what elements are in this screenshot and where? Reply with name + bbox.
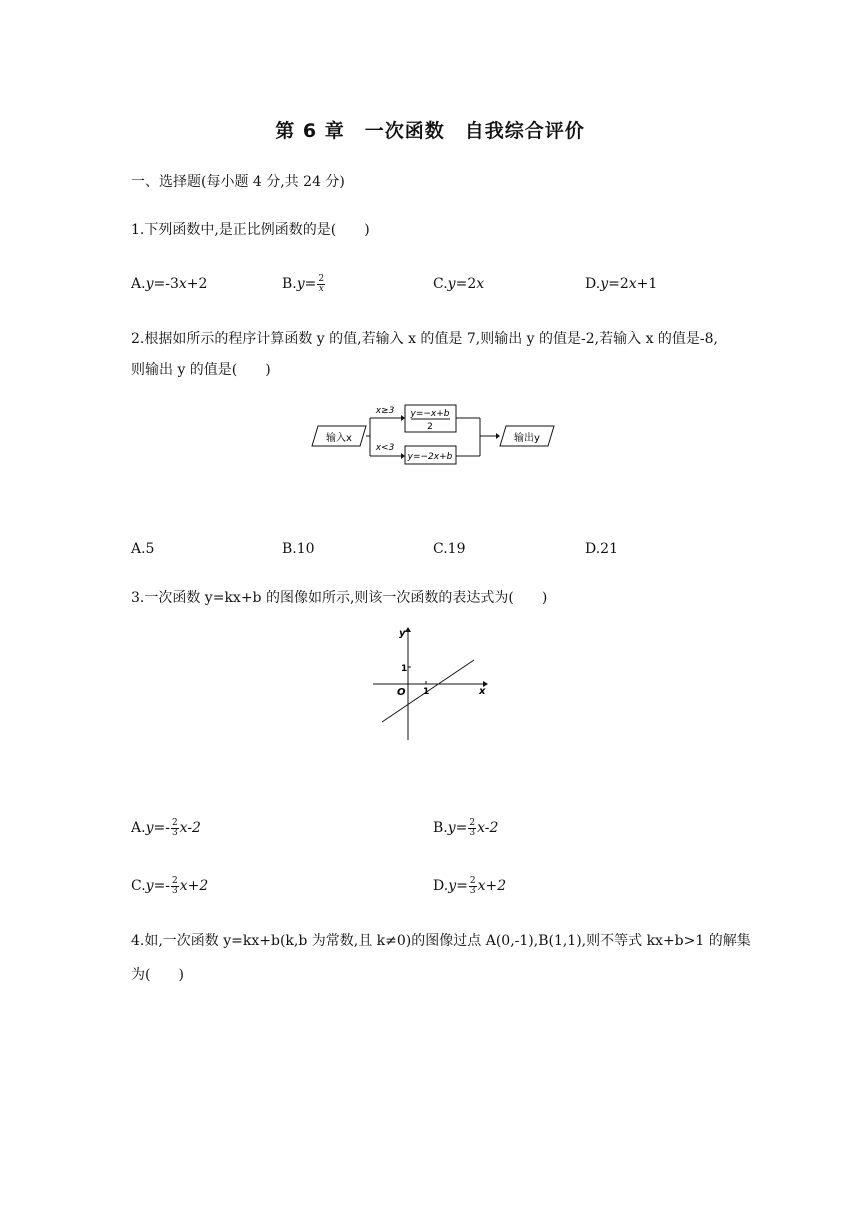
section-heading: 一、选择题(每小题 4 分,共 24 分) — [131, 174, 345, 190]
q3-option-d: D.y= $\frac{2}{3}$ x+2 — [433, 875, 507, 896]
question-1-stem: 1.下列函数中,是正比例函数的是( ) — [131, 222, 370, 238]
question-3-stem: 3.一次函数 y=kx+b 的图像如所示,则该一次函数的表达式为( ) — [131, 590, 548, 606]
q1-option-a: A.y=-3x+2 — [131, 276, 208, 292]
q2-option-c: C.19 — [433, 541, 466, 557]
x-axis-label: x — [479, 686, 486, 697]
question-4-stem-line1: 4.如,一次函数 y=kx+b(k,b 为常数,且 k≠0)的图像过点 A(0,-1),B(1,1),则不等式 kx+b>1 的解集 — [131, 933, 751, 949]
q2-option-b: B.10 — [282, 541, 315, 557]
q1-option-c: C.y=2x — [433, 276, 485, 292]
fraction: $\frac{2}{x}$ — [318, 273, 325, 294]
flow-box-top-numerator: y=−x+b — [410, 409, 450, 419]
flow-input-label: 输入x — [326, 433, 352, 444]
origin-label: O — [397, 687, 406, 698]
q1-option-d: D.y=2x+1 — [585, 276, 658, 292]
q3-option-b: B.y= $\frac{2}{3}$ x-2 — [433, 817, 499, 838]
x-tick-label: 1 — [423, 687, 430, 697]
flow-condition-top: x≥3 — [375, 406, 395, 416]
flow-condition-bottom: x<3 — [375, 443, 395, 453]
linear-function-graph — [368, 624, 492, 742]
flow-box-top-denominator: 2 — [427, 422, 433, 432]
page-title: 第 6 章 一次函数 自我综合评价 — [275, 120, 585, 142]
question-2-stem-line1: 2.根据如所示的程序计算函数 y 的值,若输入 x 的值是 7,则输出 y 的值是-2,若输入 x 的值是-8, — [131, 331, 718, 347]
q1-option-b: B.y= $\frac{2}{x}$ — [282, 273, 325, 294]
q3-option-a: A.y=- $\frac{2}{3}$ x-2 — [131, 817, 201, 838]
q2-option-a: A.5 — [131, 541, 155, 557]
q3-option-c: C.y=- $\frac{2}{3}$ x+2 — [131, 875, 209, 896]
flow-box-bottom-formula: y=−2x+b — [407, 452, 453, 462]
q2-option-d: D.21 — [585, 541, 618, 557]
flowchart — [310, 400, 560, 470]
y-tick-label: 1 — [401, 664, 408, 674]
question-4-stem-line2: 为( ) — [131, 967, 184, 983]
question-2-stem-line2: 则输出 y 的值是( ) — [131, 362, 271, 378]
y-axis-label: y — [399, 628, 406, 639]
flow-output-label: 输出y — [514, 433, 540, 444]
